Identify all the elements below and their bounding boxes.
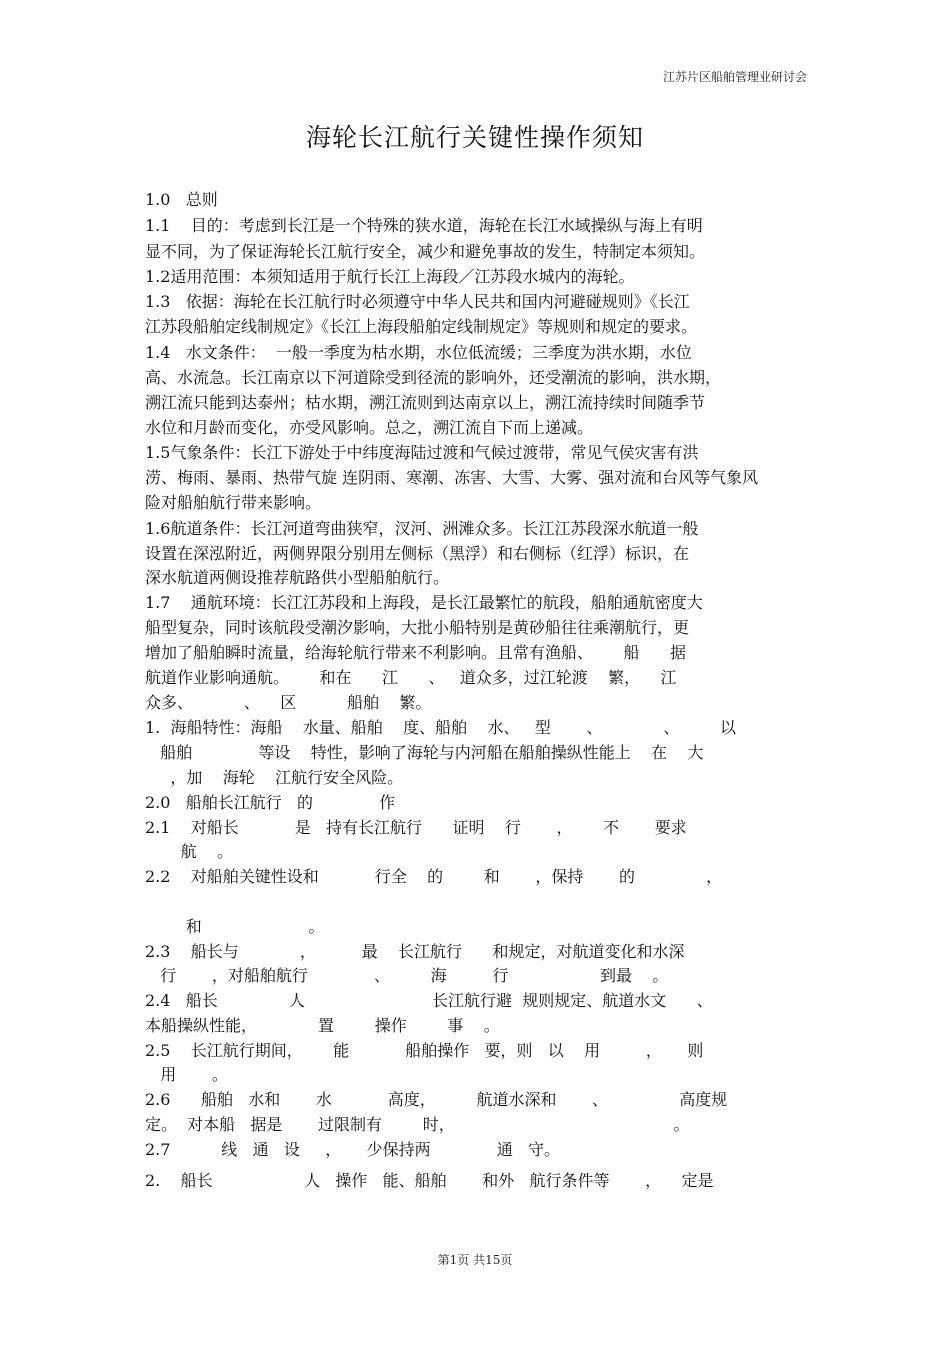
text-line: 险对船舶航行带来影响。 bbox=[145, 493, 322, 512]
text-line: 航道作业影响通航。 和在 江 、 道众多，过江轮渡 繁， 江 bbox=[145, 668, 677, 687]
text-line: 1.2适用范围：本须知适用于航行长江上海段／江苏段水城内的海轮。 bbox=[145, 267, 635, 286]
text-line: 增加了船舶瞬时流量，给海轮航行带来不利影响。且常有渔船、 船 据 bbox=[145, 643, 687, 662]
text-line: ，加 海轮 江航行安全风险。 bbox=[145, 768, 404, 787]
text-line: 本船操纵性能， 置 操作 事 。 bbox=[145, 1016, 500, 1035]
text-line: 航 。 bbox=[145, 842, 233, 861]
text-line: 2.7 线 通 设 ， 少保持两 通 守。 bbox=[145, 1140, 561, 1159]
text-line: 高、水流急。长江南京以下河道除受到径流的影响外，还受潮流的影响，洪水期， bbox=[145, 368, 722, 387]
text-line: 涝、梅雨、暴雨、热带气旋 连阴雨、寒潮、冻害、大雪、大雾、强对流和台风等气象风 bbox=[145, 468, 759, 487]
text-line: 1.1 目的：考虑到长江是一个特殊的狭水道，海轮在长江水域操纵与海上有明 bbox=[145, 216, 703, 235]
text-line: 2.2 对船舶关键性设和 行全 的 和 ，保持 的 ， bbox=[145, 867, 723, 886]
page-footer: 第1页 共15页 bbox=[437, 1253, 513, 1267]
text-line: 行 ，对船舶航行 、 海 行 到最 。 bbox=[145, 966, 669, 985]
text-line: 2.6 船舶 水和 水 高度， 航道水深和 、 高度规 bbox=[145, 1090, 728, 1109]
text-line: 水位和月龄而变化，亦受风影响。总之，溯江流自下而上递减。 bbox=[145, 418, 594, 437]
text-line: 1.0 总则 bbox=[145, 190, 218, 209]
text-line: 2.4 船长 人 长江航行避 规则规定、航道水文 、 bbox=[145, 991, 713, 1010]
text-line: 1.5气象条件：长江下游处于中纬度海陆过渡和气候过渡带，常见气侯灾害有洪 bbox=[145, 443, 699, 462]
text-line: 2.5 长江航行期间， 能 船舶操作 要，则 以 用 ， 则 bbox=[145, 1041, 704, 1060]
text-line: 船型复杂，同时该航段受潮汐影响，大批小船特别是黄砂船往往乘潮航行，更 bbox=[145, 618, 690, 637]
text-line: 设置在深泓附近，两侧界限分别用左侧标（黑浮）和右侧标（红浮）标识，在 bbox=[145, 544, 690, 563]
document-title: 海轮长江航行关键性操作须知 bbox=[305, 123, 644, 152]
text-line: 船舶 等设 特性，影响了海轮与内河船在船舶操纵性能上 在 大 bbox=[145, 743, 704, 762]
text-line: 江苏段船舶定线制规定》《长江上海段船舶定线制规定》等规则和规定的要求。 bbox=[145, 317, 698, 336]
text-line: 显不同，为了保证海轮长江航行安全，减少和避免事故的发生，特制定本须知。 bbox=[145, 242, 706, 261]
text-line: 众多、 、 区 船舶 繁。 bbox=[145, 693, 432, 712]
text-line: 和 。 bbox=[145, 917, 325, 936]
text-line: 1.4 水文条件： 一般一季度为枯水期，水位低流缓；三季度为洪水期，水位 bbox=[145, 343, 692, 362]
header-note: 江苏片区船舶管理业研讨会 bbox=[662, 70, 807, 84]
text-line: 用 。 bbox=[145, 1065, 228, 1084]
text-line: 深水航道两侧设推荐航路供小型船舶航行。 bbox=[145, 568, 450, 587]
text-line: 2.0 船舶长江航行 的 作 bbox=[145, 793, 396, 812]
text-line: 1.3 依据：海轮在长江航行时必须遵守中华人民共和国内河避碰规则》《长江 bbox=[145, 292, 690, 311]
text-line: 2.3 船长与 ， 最 长江航行 和规定，对航道变化和水深 bbox=[145, 942, 685, 961]
text-line: 溯江流只能到达泰州；枯水期，溯江流则到达南京以上，溯江流持续时间随季节 bbox=[145, 393, 706, 412]
text-line: 2.1 对船长 是 持有长江航行 证明 行 ， 不 要求 bbox=[145, 818, 687, 837]
text-line: 1. 海船特性：海船 水量、船舶 度、船舶 水、 型 、 、 以 bbox=[145, 718, 737, 737]
text-line: 定。 对本船 据是 过限制有 时， 。 bbox=[145, 1115, 690, 1134]
text-line: 2. 船长 人 操作 能、船舶 和外 航行条件等 ， 定是 bbox=[145, 1171, 714, 1190]
text-line: 1.7 通航环境：长江江苏段和上海段，是长江最繁忙的航段，船舶通航密度大 bbox=[145, 593, 703, 612]
text-line: 1.6航道条件：长江河道弯曲狭窄，汊河、洲滩众多。长江江苏段深水航道一般 bbox=[145, 519, 699, 538]
